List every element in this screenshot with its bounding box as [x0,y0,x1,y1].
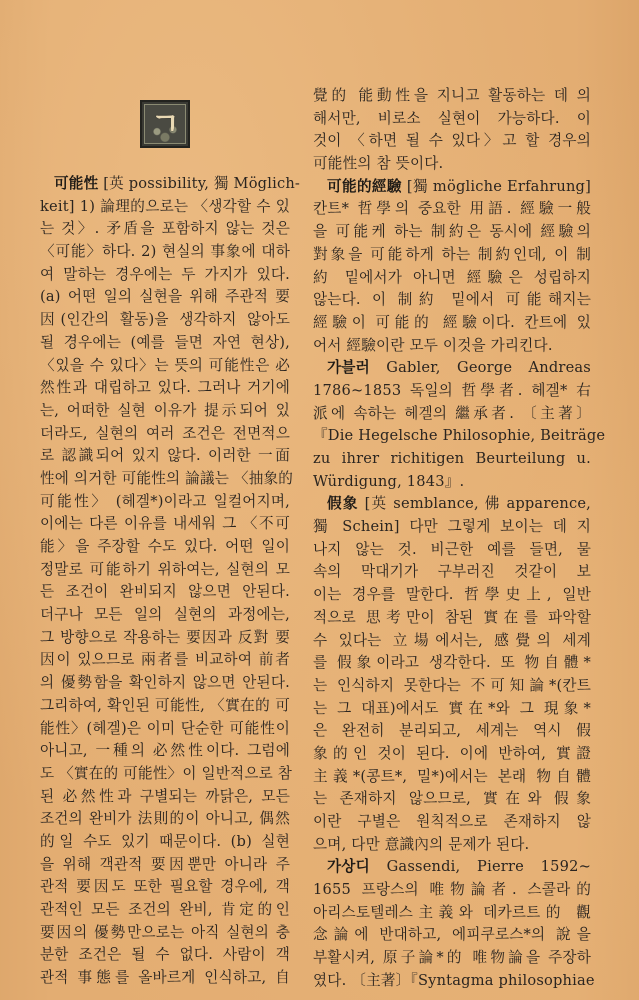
line-text: 될 경우에는 (예를 들면 자연 현상), [40,333,290,351]
text-line [40,854,290,877]
text-line [313,788,591,811]
text-line [313,720,591,743]
text-line [313,244,591,267]
line-text: 더구나 모든 일의 실현의 과정에는, [40,606,290,624]
line-text: 관적 要因도 또한 필요할 경우에, 객 [40,878,290,896]
line-text: 然性과 대립하고 있다. 그러나 거기에 [40,379,290,397]
entry-headword: 가상디 [327,858,370,876]
line-text: 그 방향으로 작용하는 要因과 反對 要 [40,628,290,646]
entry-headword-line [313,357,591,380]
text-line [313,221,591,244]
text-line [40,241,290,264]
line-text: 분한 조건은 될 수 없다. 사람이 객 [40,946,290,964]
text-line [40,967,290,990]
line-text: 부활시켜, 原子論*的 唯物論을 주장하 [313,949,591,967]
line-text: 對象을 可能하게 하는 制約인데, 이 制 [313,245,591,263]
text-line [313,108,591,131]
entry-headword: 可能的經驗 [327,177,402,195]
line-text: 1786~1853 독일의 哲學者. 헤겔* 右 [313,381,591,399]
text-line [40,604,290,627]
text-line [313,652,591,675]
line-text: 은 완전히 분리되고, 세계는 역시 假 [313,722,591,740]
line-text: 적으로 思考만이 참된 實在를 파악할 [313,608,591,626]
line-text: 能性〉(헤겔)은 이미 단순한 可能性이 [40,719,290,737]
line-text: 性에 의거한 可能性의 論議는 〈抽象的 [40,469,294,487]
text-line [313,698,591,721]
line-text: 의 優勢함을 확인하지 않으면 안된다. [40,674,290,692]
line-text: 것이 〈하면 될 수 있다〉고 할 경우의 [313,132,591,150]
text-line [40,899,290,922]
line-text: 도 〈實在的 可能性〉이 일반적으로 참 [40,764,293,782]
line-text: 을 위해 객관적 要因뿐만 아니라 주 [40,855,290,873]
line-text: 이는 경우를 말한다. 哲學史上, 일반 [313,586,591,604]
line-text: 든 조건이 완비되지 않으면 안된다. [40,583,290,601]
text-line [313,630,591,653]
entry-headword-line [313,493,591,516]
text-line [313,85,591,108]
right-column [313,85,606,993]
line-text: 〈있을 수 있다〉는 뜻의 可能性은 必 [40,356,290,374]
entry-headword: 假象 [327,495,359,513]
text-line [313,743,591,766]
text-line [313,153,591,176]
initial-letter: ㄱ [151,107,180,142]
text-line [40,922,290,945]
entry-headword-line [313,856,591,879]
line-text: [英 semblance, 佛 apparence, [358,495,591,513]
line-text: 관적 事態를 올바르게 인식하고, 自 [40,969,290,987]
line-text: Gassendi, Pierre 1592~ [369,858,591,876]
line-text: 1655 프랑스의 唯物論者. 스콜라的 [313,881,591,899]
text-line [40,559,290,582]
line-text: 象的인 것이 된다. 이에 반하여, 實證 [313,744,591,762]
line-text: 經驗이 可能的 經驗이다. 칸트에 있 [313,313,591,331]
line-text: 可能性〉 (헤겔*)이라고 일컬어지며, [40,492,290,510]
text-line [40,763,293,786]
text-line [313,335,591,358]
line-text: 나지 않는 것. 비근한 예를 들면, 물 [313,540,591,558]
ornamental-initial-icon [140,100,190,148]
line-text: 아리스토텔레스主義와 데카르트的 觀 [313,903,591,921]
line-text: 조건의 완비가 法則的이 아니고, 偶然 [40,810,290,828]
line-text: 으며, 다만 意識內의 문제가 된다. [313,835,530,853]
line-text: 因(인간의 활동)을 생각하지 않아도 [40,311,290,329]
text-line [313,425,606,448]
entry-headword: 가블러 [327,359,370,377]
text-line [313,130,591,153]
text-line [313,607,591,630]
text-line [40,468,294,491]
line-text: 는 존재하지 않으므로, 實在와 假象 [313,790,591,808]
text-line [313,289,591,312]
text-line [40,649,290,672]
line-text: 관적인 모든 조건의 완비, 肯定的인 [40,901,290,918]
text-line [40,627,290,650]
text-line [40,581,290,604]
line-text: [獨 mögliche Erfahrung] [401,177,591,195]
text-line [40,513,290,536]
text-line [40,355,290,378]
line-text: (a) 어떤 일의 실현을 위해 주관적 要 [40,288,290,306]
text-line [40,309,290,332]
line-text: 된 必然性과 구별되는 까닭은, 모든 [40,787,290,805]
line-text: 는 것〉. 矛盾을 포함하지 않는 것은 [40,220,290,238]
text-line [40,400,290,423]
text-line [313,561,591,584]
line-text: 칸트* 哲學의 중요한 用語. 經驗一般 [313,200,591,218]
line-text: 아니고, 一種의 必然性이다. 그럼에 [40,742,290,760]
line-text: 정말로 可能하기 위하여는, 실현의 모 [40,560,290,578]
line-text: 이에는 다른 이유를 내세워 그 〈不可 [40,515,290,533]
text-line [40,808,290,831]
text-line [40,944,290,967]
text-line [40,672,290,695]
line-text: 는 인식하지 못한다는 不可知論*(칸트 [313,676,591,694]
text-line [40,786,290,809]
line-text: [英 possibility, 獨 Möglich- [98,175,301,192]
text-line [40,196,290,219]
line-text: 를 假象이라고 생각한다. 또 物自體* [313,654,591,672]
line-text: 않는다. 이 制約 밑에서 可能해지는 [313,291,591,309]
text-line [313,675,591,698]
entry-headword-line [40,173,301,196]
text-line [313,902,591,925]
text-line [313,970,595,993]
line-text: 는, 어떠한 실현 이유가 提示되어 있 [40,401,290,419]
line-text: 〈可能〉하다. 2) 현실의 事象에 대하 [40,243,290,261]
text-line [40,491,290,514]
line-text: 이란 구별은 원칙적으로 존재하지 않 [313,813,591,830]
line-text: 獨 Schein] 다만 그렇게 보이는 데 지 [313,518,591,536]
line-text: 要因의 優勢만으로는 아직 실현의 충 [40,923,290,941]
text-line [313,811,591,834]
text-line [313,539,591,562]
line-text: 속의 막대기가 구부러진 것같이 보 [313,563,591,581]
text-line [313,924,591,947]
text-line [40,536,290,559]
text-line [313,879,591,902]
text-line [40,423,290,446]
line-text: zu ihrer richitigen Beurteilung u. [313,450,591,467]
text-line [40,718,290,741]
text-line [313,403,591,426]
line-text: 더라도, 실현의 여러 조건은 전면적으 [40,424,290,442]
line-text: 覺的 能動性을 지니고 활동하는 데 의 [313,87,591,104]
line-text: 約 밑에서가 아니면 經驗은 성립하지 [313,268,591,286]
line-text: 어서 經驗이란 모두 이것을 가리킨다. [313,336,553,354]
text-line [313,267,591,290]
text-line [313,516,591,539]
text-line [313,448,591,471]
text-line [40,876,290,899]
text-line [313,380,591,403]
line-text: 因이 있으므로 兩者를 비교하여 前者 [40,651,290,669]
line-text: 念論에 반대하고, 에피쿠로스*의 說을 [313,926,591,944]
line-text: 可能性의 참 뜻이다. [313,155,444,173]
line-text: 派에 속하는 헤겔의 繼承者. 〔主著〕 [313,404,591,422]
text-line [40,286,290,309]
text-line [313,198,591,221]
ornament-frame [144,104,186,144]
text-line [40,445,290,468]
text-line [313,312,591,335]
text-line [40,831,290,854]
text-line [313,834,591,857]
text-line [40,218,290,241]
text-line [313,584,591,607]
entry-headword-line [313,176,591,199]
text-line [313,947,591,970]
line-text: 였다. 〔主著〕『Syntagma philosophiae [313,971,595,989]
line-text: 그리하여, 확인된 可能性, 〈實在的 可 [40,696,290,714]
line-text: 여 말하는 경우에는 두 가지가 있다. [40,265,290,283]
line-text: 的일 수도 있기 때문이다. (b) 실현 [40,832,290,850]
line-text: Gabler, George Andreas [369,359,591,377]
line-text: 能〉을 주장할 수도 있다. 어떤 일이 [40,538,290,555]
line-text: 수 있다는 立場에서는, 感覺의 세계 [313,631,591,649]
line-text: 는 그 대표)에서도 實在*와 그 現象* [313,699,591,717]
text-line [313,766,591,789]
text-line [40,377,290,400]
line-text: 『Die Hegelsche Philosophie, Beiträge [313,427,606,445]
left-column [40,173,301,990]
line-text: 해서만, 비로소 실현이 가능하다. 이 [313,109,591,127]
line-text: 로 認識되어 있지 않다. 이러한 一面 [40,447,290,465]
entry-headword: 可能性 [54,175,99,192]
text-line [40,264,290,287]
text-line [40,695,290,718]
line-text: 을 可能케 하는 制約은 동시에 經驗의 [313,223,591,241]
text-line [40,332,290,355]
line-text: keit] 1) 論理的으로는 〈생각할 수 있 [40,197,290,215]
line-text: Würdigung, 1843』. [313,472,465,490]
text-line [40,740,290,763]
text-line [313,471,591,494]
line-text: 主義*(콩트*, 밀*)에서는 본래 物自體 [313,767,591,785]
